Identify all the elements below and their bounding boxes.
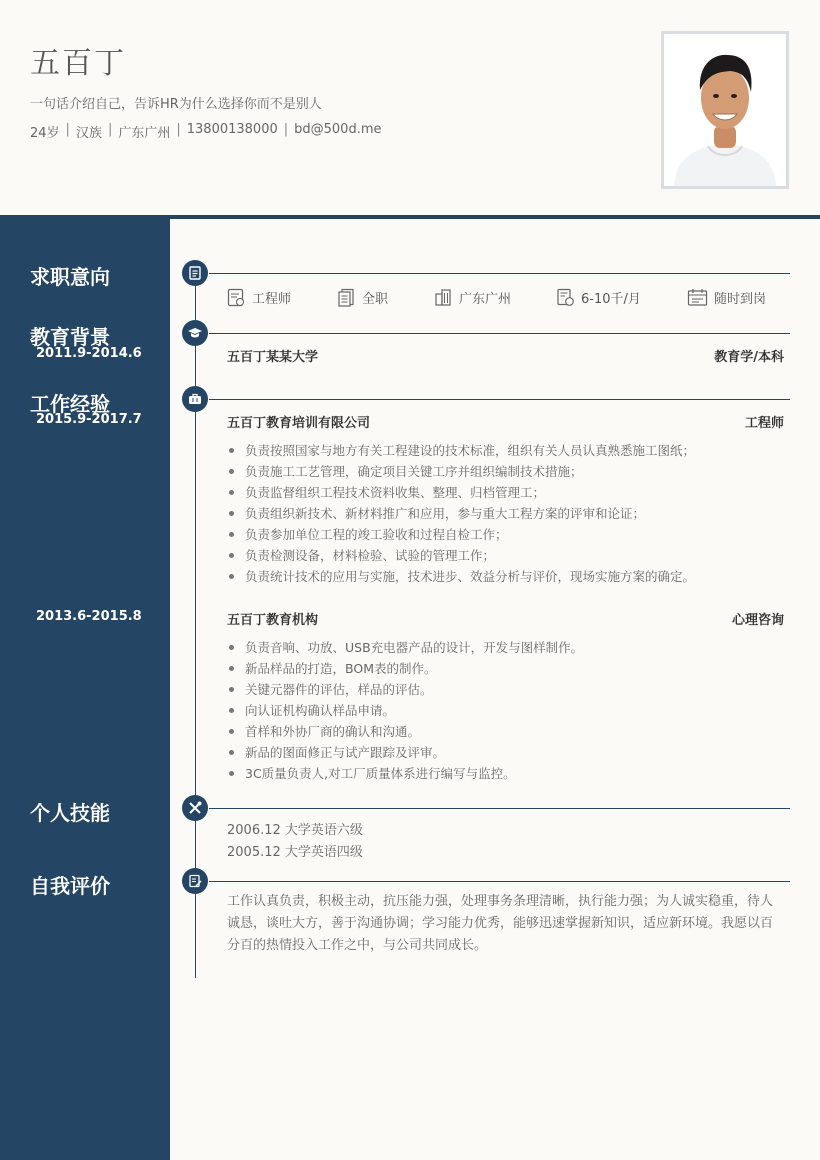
job-position bbox=[227, 288, 337, 307]
section-rule bbox=[209, 273, 790, 274]
tools-icon bbox=[182, 795, 208, 821]
calendar-icon bbox=[687, 288, 708, 307]
personal-info bbox=[30, 122, 382, 141]
section-rule bbox=[209, 399, 790, 400]
certificate-icon bbox=[227, 288, 246, 307]
job-type bbox=[337, 288, 434, 307]
self-intro: 一句话介绍自己，告诉HR为什么选择你而不是别人 bbox=[30, 97, 322, 112]
job-availability-label: 随时到岗 bbox=[714, 292, 767, 307]
duty-item: 向认证机构确认样品申请。 bbox=[229, 700, 583, 721]
work-period-2: 2013.6-2015.8 bbox=[36, 609, 142, 624]
pages-icon bbox=[337, 288, 356, 307]
duty-item: 负责按照国家与地方有关工程建设的技术标准，组织有关人员认真熟悉施工图纸； bbox=[229, 440, 695, 461]
job-city-label: 广东广州 bbox=[459, 292, 512, 307]
section-title-job-intent: 求职意向 bbox=[30, 265, 110, 289]
section-title-skills: 个人技能 bbox=[30, 801, 110, 825]
work-entry-header bbox=[227, 609, 784, 628]
info-separator: | bbox=[176, 122, 181, 137]
info-email: bd@500d.me bbox=[294, 122, 382, 137]
work-period-1: 2015.9-2017.7 bbox=[36, 412, 142, 427]
duty-list bbox=[229, 637, 583, 784]
duty-item: 负责音响、功放、USB充电器产品的设计，开发与图样制作。 bbox=[229, 637, 583, 658]
duty-item: 首样和外协厂商的确认和沟通。 bbox=[229, 721, 583, 742]
profile-photo bbox=[661, 31, 789, 189]
duty-item: 负责参加单位工程的竣工验收和过程自检工作； bbox=[229, 524, 695, 545]
skills-list bbox=[227, 820, 363, 864]
resume-header bbox=[0, 0, 820, 216]
duty-item: 关键元器件的评估，样品的评估。 bbox=[229, 679, 583, 700]
duty-item: 负责监督组织工程技术资料收集、整理、归档管理工； bbox=[229, 482, 695, 503]
job-salary bbox=[556, 288, 687, 307]
duty-item: 负责施工工艺管理，确定项目关键工序并组织编制技术措施； bbox=[229, 461, 695, 482]
building-icon bbox=[434, 288, 453, 307]
section-title-self-eval: 自我评价 bbox=[30, 874, 110, 898]
job-role: 工程师 bbox=[744, 416, 784, 431]
section-rule bbox=[209, 333, 790, 334]
info-location: 广东广州 bbox=[118, 126, 171, 141]
info-phone: 13800138000 bbox=[186, 122, 278, 137]
job-city bbox=[434, 288, 556, 307]
info-ethnicity: 汉族 bbox=[75, 126, 102, 141]
school-name: 五百丁某某大学 bbox=[227, 350, 319, 365]
job-role: 心理咨询 bbox=[731, 613, 784, 628]
document-icon bbox=[182, 260, 208, 286]
education-period: 2011.9-2014.6 bbox=[36, 346, 142, 361]
duty-item: 新品样品的打造，BOM表的制作。 bbox=[229, 658, 583, 679]
self-evaluation-text: 工作认真负责，积极主动，抗压能力强，处理事务条理清晰，执行能力强；为人诚实稳重，待人诚恳，谈吐大方，善于沟通协调；学习能力优秀，能够迅速掌握新知识，适应新环境。我愿以百分百的热情投入工作之中，与公司共同成长。 bbox=[227, 894, 774, 953]
briefcase-icon bbox=[182, 386, 208, 412]
salary-icon bbox=[556, 288, 575, 307]
info-separator: | bbox=[65, 122, 70, 137]
edit-note-icon bbox=[182, 868, 208, 894]
section-title-work: 工作经验 bbox=[30, 392, 110, 416]
job-position-label: 工程师 bbox=[252, 292, 292, 307]
duty-item: 负责检测设备，材料检验、试验的管理工作； bbox=[229, 545, 695, 566]
degree: 教育学/本科 bbox=[714, 350, 784, 365]
duty-item: 负责组织新技术、新材料推广和应用，参与重大工程方案的评审和论证； bbox=[229, 503, 695, 524]
graduation-cap-icon bbox=[182, 320, 208, 346]
duty-item: 3C质量负责人,对工厂质量体系进行编写与监控。 bbox=[229, 763, 583, 784]
company-name: 五百丁教育培训有限公司 bbox=[227, 416, 371, 431]
job-availability bbox=[687, 288, 766, 307]
education-entry bbox=[227, 346, 784, 365]
candidate-name: 五百丁 bbox=[30, 46, 126, 81]
job-intent-row bbox=[227, 288, 787, 307]
job-salary-label: 6-10千/月 bbox=[581, 292, 641, 307]
job-type-label: 全职 bbox=[362, 292, 389, 307]
duty-list bbox=[229, 440, 695, 587]
section-rule bbox=[209, 881, 790, 882]
section-title-education: 教育背景 bbox=[30, 325, 110, 349]
duty-item: 负责统计技术的应用与实施，技术进步、效益分析与评价，现场实施方案的确定。 bbox=[229, 566, 695, 587]
company-name: 五百丁教育机构 bbox=[227, 613, 319, 628]
work-entry-header bbox=[227, 412, 784, 431]
section-rule bbox=[209, 808, 790, 809]
duty-item: 新品的图面修正与试产跟踪及评审。 bbox=[229, 742, 583, 763]
info-separator: | bbox=[107, 122, 113, 137]
info-age: 24岁 bbox=[30, 126, 60, 141]
skill-item: 2005.12 大学英语四级 bbox=[227, 845, 363, 860]
skill-item: 2006.12 大学英语六级 bbox=[227, 823, 363, 838]
info-separator: | bbox=[283, 122, 289, 137]
